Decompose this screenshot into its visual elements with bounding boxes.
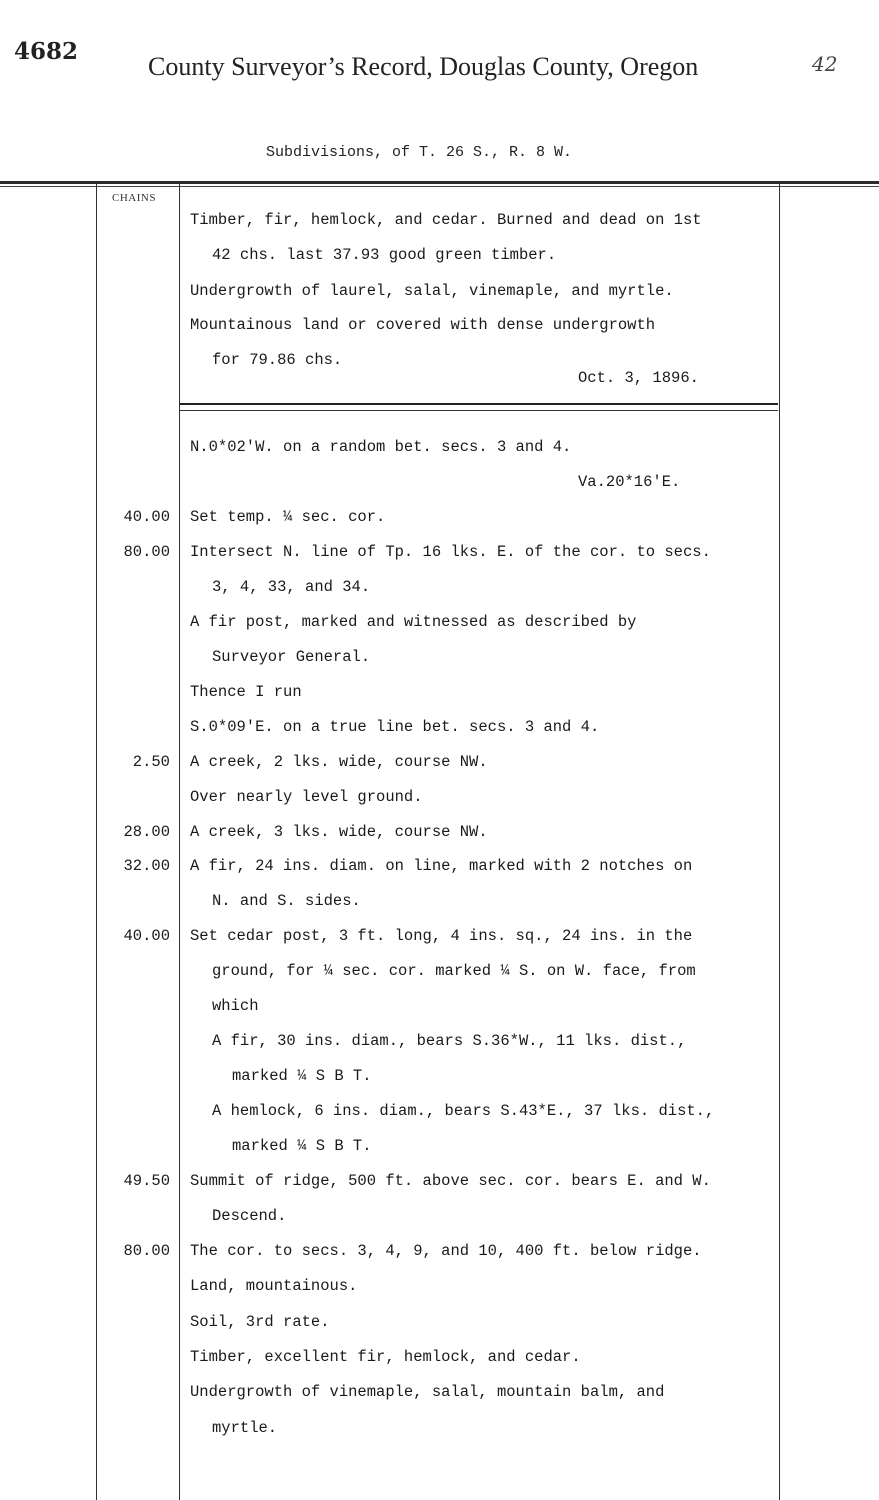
subtitle: Subdivisions, of T. 26 S., R. 8 W. — [266, 144, 573, 161]
note-line: Descend. — [212, 1207, 287, 1225]
note-line: Intersect N. line of Tp. 16 lks. E. of the cor. to secs. — [190, 543, 711, 561]
chains-column-header: CHAINS — [112, 192, 156, 204]
note-line: A fir post, marked and witnessed as described by — [190, 613, 637, 631]
note-line: Undergrowth of laurel, salal, vinemaple, and myrtle. — [190, 282, 674, 300]
chain-distance: 40.00 — [123, 927, 170, 945]
note-line: Soil, 3rd rate. — [190, 1313, 330, 1331]
note-line: A creek, 3 lks. wide, course NW. — [190, 823, 488, 841]
note-line: The cor. to secs. 3, 4, 9, and 10, 400 ft. below ridge. — [190, 1242, 702, 1260]
witness-tree-line: A hemlock, 6 ins. diam., bears S.43*E., 37 lks. dist., — [212, 1102, 715, 1120]
note-line: A fir, 24 ins. diam. on line, marked with 2 notches on — [190, 857, 693, 875]
chain-distance: 28.00 — [123, 823, 170, 841]
chain-distance: 32.00 — [123, 857, 170, 875]
note-line: Thence I run — [190, 683, 302, 701]
margin-note: 42 — [812, 52, 838, 76]
note-line: S.0*09'E. on a true line bet. secs. 3 and 4. — [190, 718, 600, 736]
note-line: Timber, fir, hemlock, and cedar. Burned and dead on 1st — [190, 211, 702, 229]
witness-tree-line: A fir, 30 ins. diam., bears S.36*W., 11 lks. dist., — [212, 1032, 687, 1050]
note-line: 3, 4, 33, and 34. — [212, 578, 371, 596]
note-line: Surveyor General. — [212, 648, 371, 666]
note-line: ground, for ¼ sec. cor. marked ¼ S. on W. face, from — [212, 962, 696, 980]
chains-column-divider — [179, 184, 180, 1500]
witness-tree-line: marked ¼ S B T. — [232, 1067, 372, 1085]
note-line: Undergrowth of vinemaple, salal, mountain balm, and — [190, 1383, 665, 1401]
note-line: for 79.86 chs. — [212, 351, 343, 369]
note-line: Over nearly level ground. — [190, 788, 423, 806]
witness-tree-line: marked ¼ S B T. — [232, 1137, 372, 1155]
note-line: 42 chs. last 37.93 good green timber. — [212, 246, 557, 264]
table-top-rule-thin — [0, 186, 879, 187]
section-separator-thin — [180, 410, 778, 411]
note-line: Timber, excellent fir, hemlock, and cedar. — [190, 1348, 581, 1366]
note-line: A creek, 2 lks. wide, course NW. — [190, 753, 488, 771]
course-heading: N.0*02'W. on a random bet. secs. 3 and 4. — [190, 438, 572, 456]
record-title: County Surveyor’s Record, Douglas County, Oregon — [148, 52, 699, 81]
chain-distance: 80.00 — [123, 543, 170, 561]
note-line: Set cedar post, 3 ft. long, 4 ins. sq., 24 ins. in the — [190, 927, 693, 945]
note-line: Mountainous land or covered with dense undergrowth — [190, 316, 656, 334]
note-line: Summit of ridge, 500 ft. above sec. cor. bears E. and W. — [190, 1172, 711, 1190]
chain-distance: 2.50 — [132, 753, 170, 771]
note-line: Set temp. ¼ sec. cor. — [190, 508, 386, 526]
section-separator — [180, 403, 778, 405]
note-date: Oct. 3, 1896. — [578, 369, 699, 387]
note-line: N. and S. sides. — [212, 892, 361, 910]
note-line: myrtle. — [212, 1419, 278, 1437]
page-number: 4682 — [14, 38, 79, 65]
chain-distance: 40.00 — [123, 508, 170, 526]
chain-distance: 49.50 — [123, 1172, 170, 1190]
note-line: Land, mountainous. — [190, 1277, 358, 1295]
left-border — [96, 184, 97, 1500]
right-border — [779, 184, 780, 1500]
chain-distance: 80.00 — [123, 1242, 170, 1260]
note-line: which — [212, 997, 259, 1015]
variation-note: Va.20*16'E. — [578, 473, 681, 491]
table-top-rule — [0, 181, 879, 184]
